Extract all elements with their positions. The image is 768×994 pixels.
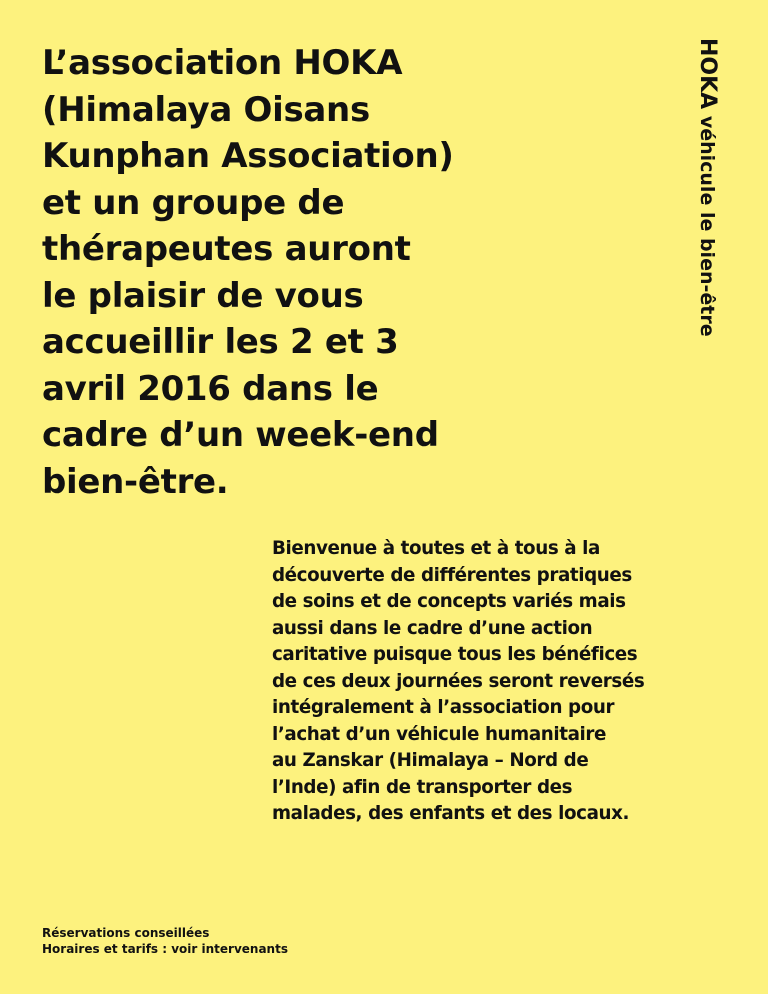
intro-line: intégralement à l’association pour — [272, 697, 615, 718]
headline-line: Kunphan Association) — [42, 136, 454, 176]
intro-line: caritative puisque tous les bénéfices — [272, 644, 638, 665]
headline-line: (Himalaya Oisans — [42, 89, 370, 130]
headline-line: L’association HOKA — [42, 43, 403, 83]
reservation-note: Réservations conseillées — [42, 926, 210, 940]
intro-line: découverte de différentes pratiques — [272, 564, 632, 586]
headline-line: bien-être. — [42, 461, 229, 502]
headline — [42, 40, 522, 505]
headline-line: et un groupe de — [42, 182, 345, 223]
headline-line: accueillir les 2 et 3 — [42, 322, 399, 362]
intro-paragraph — [272, 536, 742, 828]
schedule-note: Horaires et tarifs : voir intervenants — [42, 942, 288, 956]
intro-line: malades, des enfants et des locaux. — [272, 803, 630, 824]
footer-note — [42, 925, 288, 957]
intro-line: aussi dans le cadre d’une action — [272, 617, 593, 639]
headline-line: avril 2016 dans le — [42, 368, 379, 409]
intro-line: Bienvenue à toutes et à tous à la — [272, 538, 600, 559]
headline-line: le plaisir de vous — [42, 275, 364, 316]
headline-line: cadre d’un week-end — [42, 415, 439, 455]
intro-line: de ces deux journées seront reversés — [272, 670, 645, 692]
headline-line: thérapeutes auront — [42, 229, 411, 269]
intro-line: au Zanskar (Himalaya – Nord de — [272, 750, 589, 771]
intro-line: l’Inde) afin de transporter des — [272, 776, 573, 798]
vertical-tagline — [692, 38, 722, 348]
intro-line: de soins et de concepts variés mais — [272, 591, 626, 612]
tagline-text: véhicule le bien-être — [696, 115, 718, 337]
tagline-brand: HOKA — [695, 38, 720, 110]
intro-line: l’achat d’un véhicule humanitaire — [272, 723, 606, 745]
